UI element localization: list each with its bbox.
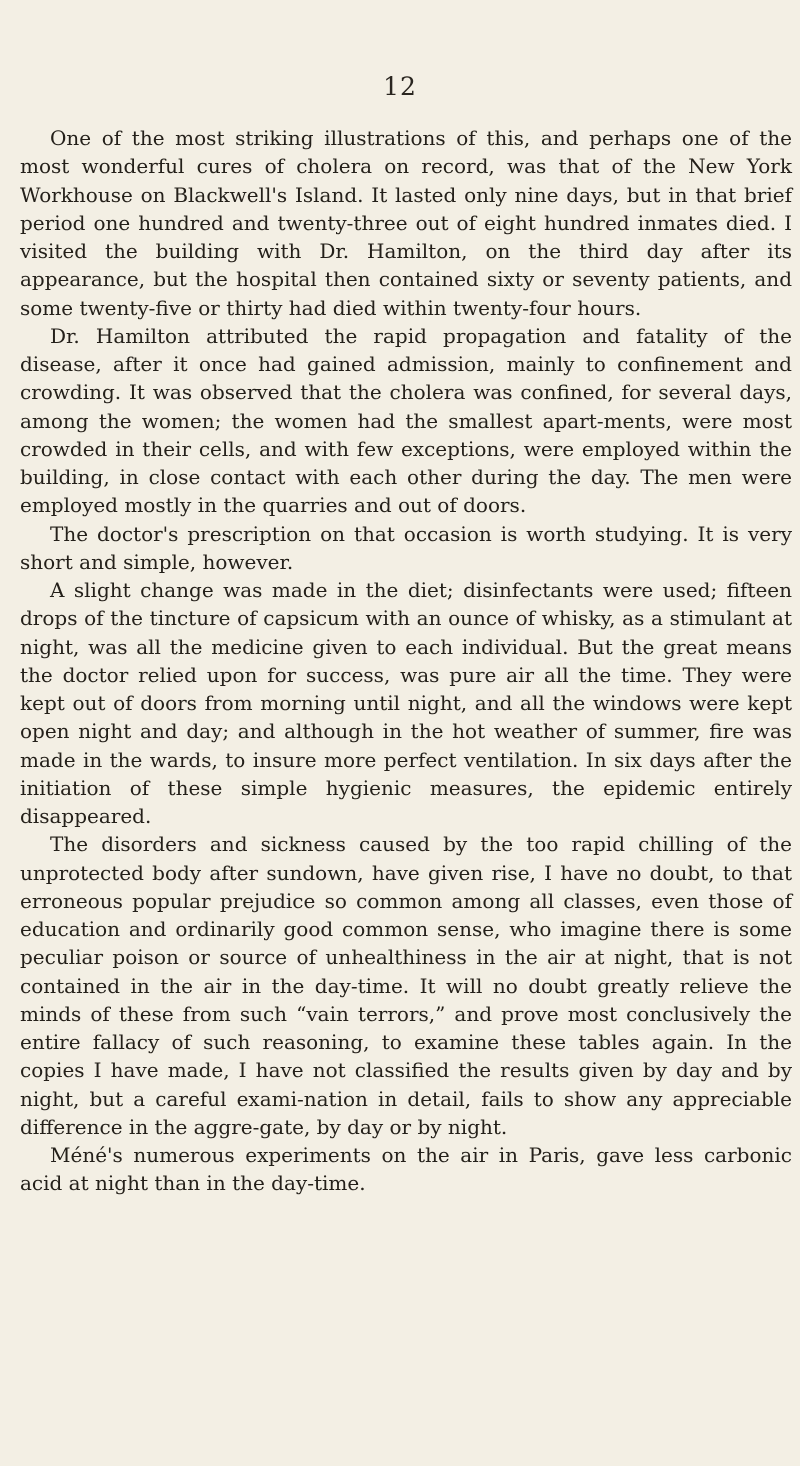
paragraph: The doctor's prescription on that occasion is worth studying. It is very short and simple, however. [20, 521, 792, 574]
paragraph: The disorders and sickness caused by the too rapid chilling of the unprotected body after sundown, have given rise, I have no doubt, to that erroneous popular prejudice so common among all classes, even those of education and ordinarily good common sense, who imagine there is some peculiar poison or source of unhealthiness in the air at night, that is not contained in the air in the day-time. It will no doubt greatly relieve the minds of these from such “vain terrors,” and prove most conclusively the entire fallacy of such reasoning, to examine these tables again. In the copies I have made, I have not classified the results given by day and by night, but a careful exami-nation in detail, fails to show any appreciable difference in the aggre-gate, by day or by night. [20, 832, 792, 1139]
paragraph: Méné's numerous experiments on the air in Paris, gave less carbonic acid at night than in the day-time. [20, 1143, 792, 1196]
paragraph: One of the most striking illustrations of this, and perhaps one of the most wonderful cures of cholera on record, was that of the New York Workhouse on Blackwell's Island. It lasted only nine days, but in that brief period one hundred and twenty-three out of eight hundred inmates died. I visited the building with Dr. Hamilton, on the third day after its appearance, but the hospital then contained sixty or seventy patients, and some twenty-five or thirty had died within twenty-four hours. [20, 126, 792, 320]
page-number: 12 [383, 72, 417, 101]
paragraph: Dr. Hamilton attributed the rapid propagation and fatality of the disease, after it once had gained admission, mainly to confinement and crowding. It was observed that the cholera was confined, for several days, among the women; the women had the smallest apart-ments, were most crowded in their cells, and with few exceptions, were employed within the building, in close contact with each other during the day. The men were employed mostly in the quarries and out of doors. [20, 323, 792, 518]
body-text [20, 124, 792, 1198]
paragraph: A slight change was made in the diet; disinfectants were used; fifteen drops of the tincture of capsicum with an ounce of whisky, as a stimulant at night, was all the medicine given to each individual. But the great means the doctor relied upon for success, was pure air all the time. They were kept out of doors from morning until night, and all the windows were kept open night and day; and although in the hot weather of summer, fire was made in the wards, to insure more perfect ventilation. In six days after the initiation of these simple hygienic measures, the epidemic entirely disappeared. [20, 578, 792, 828]
